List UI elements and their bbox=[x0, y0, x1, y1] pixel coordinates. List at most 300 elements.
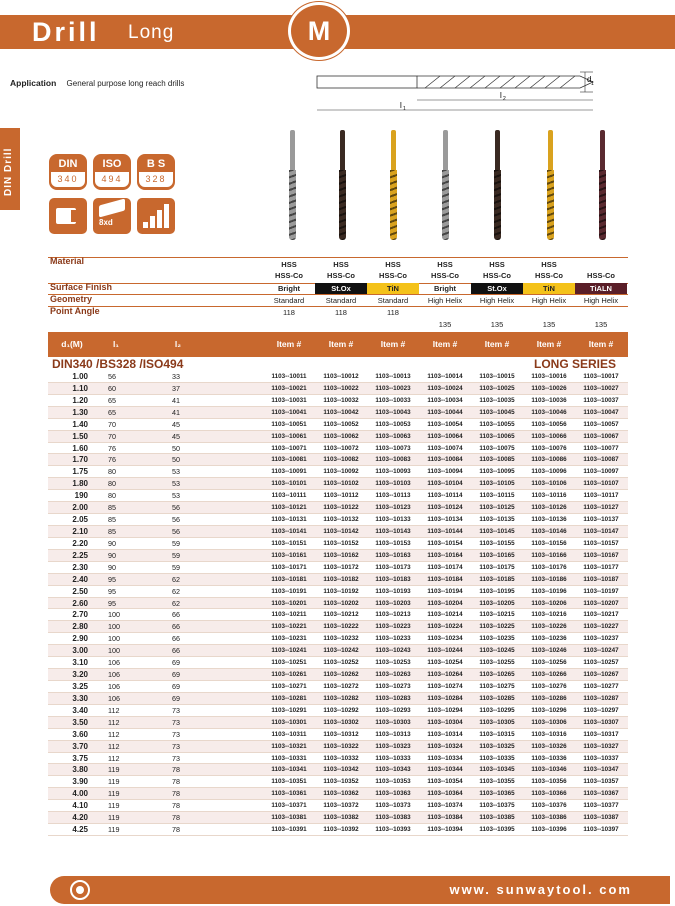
item-number-cell: 1103--10176 bbox=[531, 563, 567, 571]
item-number-cell: 1103--10233 bbox=[375, 635, 411, 643]
table-row bbox=[48, 657, 628, 669]
table-row bbox=[48, 741, 628, 753]
item-number-cell: 1103--10273 bbox=[375, 682, 411, 690]
side-tab bbox=[0, 128, 20, 210]
l2-cell: 73 bbox=[172, 705, 180, 715]
drill-dimension-diagram bbox=[315, 68, 605, 113]
item-number-cell: 1103--10023 bbox=[375, 384, 411, 392]
item-number-cell: 1103--10242 bbox=[323, 647, 359, 655]
l1-cell: 90 bbox=[108, 538, 116, 548]
series-name: LONG SERIES bbox=[534, 357, 617, 371]
item-number-cell: 1103--10274 bbox=[427, 682, 463, 690]
diameter-cell: 2.30 bbox=[72, 562, 88, 572]
diameter-cell: 2.40 bbox=[72, 574, 88, 584]
item-number-cell: 1103--10207 bbox=[583, 599, 619, 607]
geometry-value: Standard bbox=[377, 296, 409, 305]
item-number-cell: 1103--10143 bbox=[375, 527, 411, 535]
item-number-cell: 1103--10323 bbox=[375, 742, 411, 750]
item-number-cell: 1103--10134 bbox=[427, 516, 463, 524]
surface-finish-value: TiN bbox=[523, 283, 575, 294]
l2-cell: 50 bbox=[172, 443, 180, 453]
item-number-cell: 1103--10047 bbox=[583, 408, 619, 416]
item-number-cell: 1103--10093 bbox=[375, 468, 411, 476]
item-number-cell: 1103--10184 bbox=[427, 575, 463, 583]
item-number-cell: 1103--10095 bbox=[479, 468, 515, 476]
item-number-cell: 1103--10146 bbox=[531, 527, 567, 535]
drill-image bbox=[339, 130, 346, 242]
item-number-cell: 1103--10052 bbox=[323, 420, 359, 428]
table-row bbox=[48, 574, 628, 586]
item-number-cell: 1103--10056 bbox=[531, 420, 567, 428]
diameter-cell: 3.30 bbox=[72, 693, 88, 703]
item-number-cell: 1103--10061 bbox=[271, 432, 307, 440]
drill-image bbox=[289, 130, 296, 242]
diameter-cell: 1.40 bbox=[72, 419, 88, 429]
item-number-cell: 1103--10252 bbox=[323, 659, 359, 667]
item-number-cell: 1103--10132 bbox=[323, 516, 359, 524]
l2-cell: 78 bbox=[172, 777, 180, 787]
item-number-cell: 1103--10163 bbox=[375, 551, 411, 559]
col-item: Item # bbox=[432, 339, 458, 349]
item-number-cell: 1103--10227 bbox=[583, 623, 619, 631]
l1-cell: 106 bbox=[108, 681, 120, 691]
l1-cell: 70 bbox=[108, 419, 116, 429]
item-number-cell: 1103--10051 bbox=[271, 420, 307, 428]
item-number-cell: 1103--10015 bbox=[479, 373, 515, 380]
item-number-cell: 1103--10175 bbox=[479, 563, 515, 571]
item-number-cell: 1103--10027 bbox=[583, 384, 619, 392]
l1-cell: 100 bbox=[108, 622, 120, 632]
table-row bbox=[48, 824, 628, 836]
geometry-value: High Helix bbox=[479, 296, 515, 305]
table-row bbox=[48, 681, 628, 693]
diameter-cell: 1.10 bbox=[72, 383, 88, 393]
item-number-cell: 1103--10281 bbox=[271, 694, 307, 702]
item-number-cell: 1103--10182 bbox=[323, 575, 359, 583]
table-row bbox=[48, 669, 628, 681]
diameter-cell: 1.80 bbox=[72, 479, 88, 489]
point-angle-value: 135 bbox=[438, 320, 452, 329]
table-row bbox=[48, 788, 628, 800]
item-number-cell: 1103--10041 bbox=[271, 408, 307, 416]
l2-cell: 73 bbox=[172, 753, 180, 763]
material-value: HSS-Co bbox=[587, 271, 615, 280]
footer-bar bbox=[50, 876, 670, 904]
item-number-cell: 1103--10271 bbox=[271, 682, 307, 690]
item-number-cell: 1103--10257 bbox=[583, 659, 619, 667]
item-number-cell: 1103--10057 bbox=[583, 420, 619, 428]
point-angle-value: 118 bbox=[283, 308, 295, 317]
surface-finish-value: TiALN bbox=[575, 283, 627, 294]
table-row bbox=[48, 705, 628, 717]
l1-cell: 90 bbox=[108, 550, 116, 560]
item-number-cell: 1103--10103 bbox=[375, 480, 411, 488]
col-item: Item # bbox=[588, 339, 614, 349]
table-row bbox=[48, 514, 628, 526]
item-number-cell: 1103--10355 bbox=[479, 778, 515, 786]
diameter-cell: 3.60 bbox=[72, 729, 88, 739]
item-number-cell: 1103--10071 bbox=[271, 444, 307, 452]
item-number-cell: 1103--10096 bbox=[531, 468, 567, 476]
item-number-cell: 1103--10031 bbox=[271, 396, 307, 404]
item-number-cell: 1103--10085 bbox=[479, 456, 515, 464]
item-number-cell: 1103--10101 bbox=[271, 480, 307, 488]
diameter-cell: 2.80 bbox=[72, 622, 88, 632]
l2-cell: 69 bbox=[172, 658, 180, 668]
item-number-cell: 1103--10395 bbox=[479, 826, 515, 834]
diameter-cell: 2.10 bbox=[72, 526, 88, 536]
item-number-cell: 1103--10392 bbox=[323, 826, 359, 834]
item-number-cell: 1103--10397 bbox=[583, 826, 619, 834]
item-number-cell: 1103--10011 bbox=[271, 373, 307, 380]
item-number-cell: 1103--10306 bbox=[531, 718, 567, 726]
l1-cell: 80 bbox=[108, 491, 116, 501]
item-number-cell: 1103--10234 bbox=[427, 635, 463, 643]
item-number-cell: 1103--10152 bbox=[323, 539, 359, 547]
surface-finish-value: Bright bbox=[277, 284, 301, 293]
item-number-cell: 1103--10247 bbox=[583, 647, 619, 655]
table-row bbox=[48, 764, 628, 776]
item-number-cell: 1103--10181 bbox=[271, 575, 307, 583]
item-number-cell: 1103--10277 bbox=[583, 682, 619, 690]
item-number-cell: 1103--10346 bbox=[531, 766, 567, 774]
item-number-cell: 1103--10255 bbox=[479, 659, 515, 667]
item-number-cell: 1103--10116 bbox=[531, 492, 567, 500]
diameter-cell: 1.00 bbox=[72, 372, 88, 381]
item-number-cell: 1103--10335 bbox=[479, 754, 515, 762]
application-label: Application bbox=[10, 78, 57, 88]
divider bbox=[48, 257, 628, 258]
svg-text:2: 2 bbox=[503, 96, 506, 102]
l2-cell: 41 bbox=[172, 395, 180, 405]
item-number-cell: 1103--10267 bbox=[583, 671, 619, 679]
item-number-cell: 1103--10264 bbox=[427, 671, 463, 679]
item-number-cell: 1103--10356 bbox=[531, 778, 567, 786]
item-number-cell: 1103--10164 bbox=[427, 551, 463, 559]
l1-cell: 119 bbox=[108, 777, 120, 787]
l2-cell: 78 bbox=[172, 825, 180, 835]
l2-cell: 78 bbox=[172, 813, 180, 823]
item-number-cell: 1103--10073 bbox=[375, 444, 411, 452]
category-badge: M bbox=[288, 2, 350, 60]
item-number-cell: 1103--10203 bbox=[375, 599, 411, 607]
l1-cell: 119 bbox=[108, 801, 120, 811]
item-number-cell: 1103--10222 bbox=[323, 623, 359, 631]
table-row bbox=[48, 717, 628, 729]
item-number-cell: 1103--10305 bbox=[479, 718, 515, 726]
table-row bbox=[48, 431, 628, 443]
item-number-cell: 1103--10127 bbox=[583, 504, 619, 512]
item-number-cell: 1103--10091 bbox=[271, 468, 307, 476]
item-number-cell: 1103--10287 bbox=[583, 694, 619, 702]
item-number-cell: 1103--10171 bbox=[271, 563, 307, 571]
item-number-cell: 1103--10151 bbox=[271, 539, 307, 547]
item-number-cell: 1103--10136 bbox=[531, 516, 567, 524]
l2-cell: 41 bbox=[172, 407, 180, 417]
material-value: HSS bbox=[333, 260, 349, 269]
item-number-cell: 1103--10113 bbox=[375, 492, 411, 500]
l2-cell: 69 bbox=[172, 693, 180, 703]
item-number-cell: 1103--10021 bbox=[271, 384, 307, 392]
col-item: Item # bbox=[536, 339, 562, 349]
item-number-cell: 1103--10037 bbox=[583, 396, 619, 404]
l1-cell: 119 bbox=[108, 813, 120, 823]
drill-image bbox=[442, 130, 449, 242]
table-row bbox=[48, 693, 628, 705]
col-item: Item # bbox=[276, 339, 302, 349]
table-header bbox=[48, 332, 628, 357]
item-number-cell: 1103--10344 bbox=[427, 766, 463, 774]
col-item: Item # bbox=[380, 339, 406, 349]
item-number-cell: 1103--10243 bbox=[375, 647, 411, 655]
item-number-cell: 1103--10226 bbox=[531, 623, 567, 631]
item-number-cell: 1103--10192 bbox=[323, 587, 359, 595]
item-number-cell: 1103--10166 bbox=[531, 551, 567, 559]
item-number-cell: 1103--10362 bbox=[323, 790, 359, 798]
item-number-cell: 1103--10117 bbox=[583, 492, 619, 500]
geometry-value: High Helix bbox=[531, 296, 567, 305]
l1-cell: 112 bbox=[108, 717, 120, 727]
l1-cell: 119 bbox=[108, 789, 120, 799]
table-row bbox=[48, 490, 628, 502]
item-number-cell: 1103--10046 bbox=[531, 408, 567, 416]
item-number-cell: 1103--10147 bbox=[583, 527, 619, 535]
diameter-cell: 2.70 bbox=[72, 610, 88, 620]
diameter-cell: 3.50 bbox=[72, 717, 88, 727]
table-row bbox=[48, 443, 628, 455]
item-number-cell: 1103--10032 bbox=[323, 396, 359, 404]
item-number-cell: 1103--10202 bbox=[323, 599, 359, 607]
item-number-cell: 1103--10304 bbox=[427, 718, 463, 726]
drill-image bbox=[547, 130, 554, 242]
item-number-cell: 1103--10126 bbox=[531, 504, 567, 512]
item-number-cell: 1103--10236 bbox=[531, 635, 567, 643]
item-number-cell: 1103--10083 bbox=[375, 456, 411, 464]
l1-cell: 70 bbox=[108, 431, 116, 441]
svg-text:1: 1 bbox=[403, 106, 406, 112]
item-number-cell: 1103--10054 bbox=[427, 420, 463, 428]
item-number-cell: 1103--10383 bbox=[375, 814, 411, 822]
l2-cell: 66 bbox=[172, 610, 180, 620]
item-number-cell: 1103--10157 bbox=[583, 539, 619, 547]
item-number-cell: 1103--10153 bbox=[375, 539, 411, 547]
item-number-cell: 1103--10374 bbox=[427, 802, 463, 810]
table-row bbox=[48, 753, 628, 765]
l1-cell: 112 bbox=[108, 753, 120, 763]
drill-image bbox=[494, 130, 501, 242]
l1-cell: 80 bbox=[108, 467, 116, 477]
item-number-cell: 1103--10294 bbox=[427, 706, 463, 714]
table-row bbox=[48, 812, 628, 824]
material-label: Material bbox=[50, 256, 85, 266]
l1-cell: 100 bbox=[108, 610, 120, 620]
item-number-cell: 1103--10352 bbox=[323, 778, 359, 786]
item-number-cell: 1103--10024 bbox=[427, 384, 463, 392]
item-number-cell: 1103--10035 bbox=[479, 396, 515, 404]
l2-cell: 73 bbox=[172, 717, 180, 727]
item-number-cell: 1103--10387 bbox=[583, 814, 619, 822]
item-number-cell: 1103--10385 bbox=[479, 814, 515, 822]
diameter-cell: 1.50 bbox=[72, 431, 88, 441]
page-subtitle: Long bbox=[128, 22, 175, 43]
point-angle-value: 135 bbox=[594, 320, 608, 329]
item-number-cell: 1103--10332 bbox=[323, 754, 359, 762]
item-number-cell: 1103--10013 bbox=[375, 373, 411, 380]
item-number-cell: 1103--10206 bbox=[531, 599, 567, 607]
point-angle-value: 135 bbox=[490, 320, 504, 329]
item-number-cell: 1103--10197 bbox=[583, 587, 619, 595]
item-number-cell: 1103--10284 bbox=[427, 694, 463, 702]
item-number-cell: 1103--10301 bbox=[271, 718, 307, 726]
diameter-cell: 2.60 bbox=[72, 598, 88, 608]
item-number-cell: 1103--10245 bbox=[479, 647, 515, 655]
item-number-cell: 1103--10014 bbox=[427, 373, 463, 380]
item-number-cell: 1103--10231 bbox=[271, 635, 307, 643]
item-number-cell: 1103--10393 bbox=[375, 826, 411, 834]
table-row bbox=[48, 454, 628, 466]
col-l2: l₂ bbox=[174, 339, 182, 349]
item-number-cell: 1103--10111 bbox=[271, 492, 307, 500]
application-line bbox=[10, 78, 184, 88]
item-number-cell: 1103--10373 bbox=[375, 802, 411, 810]
d1-label: d bbox=[587, 75, 592, 84]
bs-badge: B S 328 bbox=[137, 154, 175, 190]
table-row bbox=[48, 598, 628, 610]
material-value: HSS-Co bbox=[535, 271, 563, 280]
item-number-cell: 1103--10325 bbox=[479, 742, 515, 750]
material-value: HSS bbox=[281, 260, 297, 269]
item-number-cell: 1103--10066 bbox=[531, 432, 567, 440]
website-link[interactable]: www. sunwaytool. com bbox=[449, 882, 632, 897]
item-number-cell: 1103--10283 bbox=[375, 694, 411, 702]
item-number-cell: 1103--10141 bbox=[271, 527, 307, 535]
item-number-cell: 1103--10212 bbox=[323, 611, 359, 619]
diameter-cell: 2.25 bbox=[72, 550, 88, 560]
item-number-cell: 1103--10235 bbox=[479, 635, 515, 643]
item-number-cell: 1103--10296 bbox=[531, 706, 567, 714]
item-number-cell: 1103--10017 bbox=[583, 373, 619, 380]
item-number-cell: 1103--10371 bbox=[271, 802, 307, 810]
l2-cell: 78 bbox=[172, 801, 180, 811]
diameter-cell: 3.10 bbox=[72, 658, 88, 668]
l1-label: l bbox=[400, 101, 402, 110]
table-row bbox=[48, 395, 628, 407]
item-number-cell: 1103--10293 bbox=[375, 706, 411, 714]
surface-finish-value: St.Ox bbox=[315, 283, 367, 294]
l1-cell: 85 bbox=[108, 503, 116, 513]
item-number-cell: 1103--10022 bbox=[323, 384, 359, 392]
item-number-cell: 1103--10086 bbox=[531, 456, 567, 464]
diameter-cell: 1.70 bbox=[72, 455, 88, 465]
item-number-cell: 1103--10121 bbox=[271, 504, 307, 512]
item-number-cell: 1103--10345 bbox=[479, 766, 515, 774]
item-number-cell: 1103--10291 bbox=[271, 706, 307, 714]
l1-cell: 65 bbox=[108, 395, 116, 405]
l2-cell: 73 bbox=[172, 729, 180, 739]
item-number-cell: 1103--10042 bbox=[323, 408, 359, 416]
item-number-cell: 1103--10382 bbox=[323, 814, 359, 822]
item-number-cell: 1103--10131 bbox=[271, 516, 307, 524]
item-number-cell: 1103--10161 bbox=[271, 551, 307, 559]
item-number-cell: 1103--10094 bbox=[427, 468, 463, 476]
table-row bbox=[48, 645, 628, 657]
item-table bbox=[48, 371, 628, 836]
item-number-cell: 1103--10384 bbox=[427, 814, 463, 822]
diameter-cell: 3.70 bbox=[72, 741, 88, 751]
item-number-cell: 1103--10334 bbox=[427, 754, 463, 762]
l2-cell: 66 bbox=[172, 646, 180, 656]
item-number-cell: 1103--10254 bbox=[427, 659, 463, 667]
item-number-cell: 1103--10225 bbox=[479, 623, 515, 631]
item-number-cell: 1103--10377 bbox=[583, 802, 619, 810]
item-number-cell: 1103--10183 bbox=[375, 575, 411, 583]
item-number-cell: 1103--10322 bbox=[323, 742, 359, 750]
l1-cell: 56 bbox=[108, 372, 116, 381]
item-number-cell: 1103--10275 bbox=[479, 682, 515, 690]
item-number-cell: 1103--10107 bbox=[583, 480, 619, 488]
table-row bbox=[48, 371, 628, 383]
series-standard: DIN340 /BS328 /ISO494 bbox=[52, 357, 184, 371]
item-number-cell: 1103--10213 bbox=[375, 611, 411, 619]
item-number-cell: 1103--10165 bbox=[479, 551, 515, 559]
geometry-value: Standard bbox=[273, 296, 305, 305]
drill-image bbox=[599, 130, 606, 242]
l2-cell: 56 bbox=[172, 503, 180, 513]
l2-cell: 66 bbox=[172, 634, 180, 644]
item-number-cell: 1103--10135 bbox=[479, 516, 515, 524]
item-number-cell: 1103--10317 bbox=[583, 730, 619, 738]
diameter-cell: 3.75 bbox=[72, 753, 88, 763]
item-number-cell: 1103--10251 bbox=[271, 659, 307, 667]
table-row bbox=[48, 729, 628, 741]
item-number-cell: 1103--10063 bbox=[375, 432, 411, 440]
item-number-cell: 1103--10353 bbox=[375, 778, 411, 786]
item-number-cell: 1103--10194 bbox=[427, 587, 463, 595]
item-number-cell: 1103--10266 bbox=[531, 671, 567, 679]
table-row bbox=[48, 419, 628, 431]
application-text: General purpose long reach drills bbox=[66, 79, 185, 88]
item-number-cell: 1103--10217 bbox=[583, 611, 619, 619]
item-number-cell: 1103--10391 bbox=[271, 826, 307, 834]
item-number-cell: 1103--10246 bbox=[531, 647, 567, 655]
item-number-cell: 1103--10053 bbox=[375, 420, 411, 428]
item-number-cell: 1103--10347 bbox=[583, 766, 619, 774]
item-number-cell: 1103--10033 bbox=[375, 396, 411, 404]
svg-text:1: 1 bbox=[591, 81, 594, 87]
item-number-cell: 1103--10187 bbox=[583, 575, 619, 583]
item-number-cell: 1103--10253 bbox=[375, 659, 411, 667]
item-number-cell: 1103--10263 bbox=[375, 671, 411, 679]
material-value: HSS bbox=[541, 260, 557, 269]
item-number-cell: 1103--10312 bbox=[323, 730, 359, 738]
item-number-cell: 1103--10133 bbox=[375, 516, 411, 524]
item-number-cell: 1103--10314 bbox=[427, 730, 463, 738]
l1-cell: 65 bbox=[108, 407, 116, 417]
table-row bbox=[48, 621, 628, 633]
item-number-cell: 1103--10186 bbox=[531, 575, 567, 583]
item-number-cell: 1103--10045 bbox=[479, 408, 515, 416]
item-number-cell: 1103--10302 bbox=[323, 718, 359, 726]
item-number-cell: 1103--10361 bbox=[271, 790, 307, 798]
item-number-cell: 1103--10214 bbox=[427, 611, 463, 619]
diameter-cell: 2.00 bbox=[72, 503, 88, 513]
l2-cell: 53 bbox=[172, 491, 180, 501]
l1-cell: 100 bbox=[108, 646, 120, 656]
item-number-cell: 1103--10195 bbox=[479, 587, 515, 595]
item-number-cell: 1103--10012 bbox=[323, 373, 359, 380]
item-number-cell: 1103--10223 bbox=[375, 623, 411, 631]
item-number-cell: 1103--10084 bbox=[427, 456, 463, 464]
